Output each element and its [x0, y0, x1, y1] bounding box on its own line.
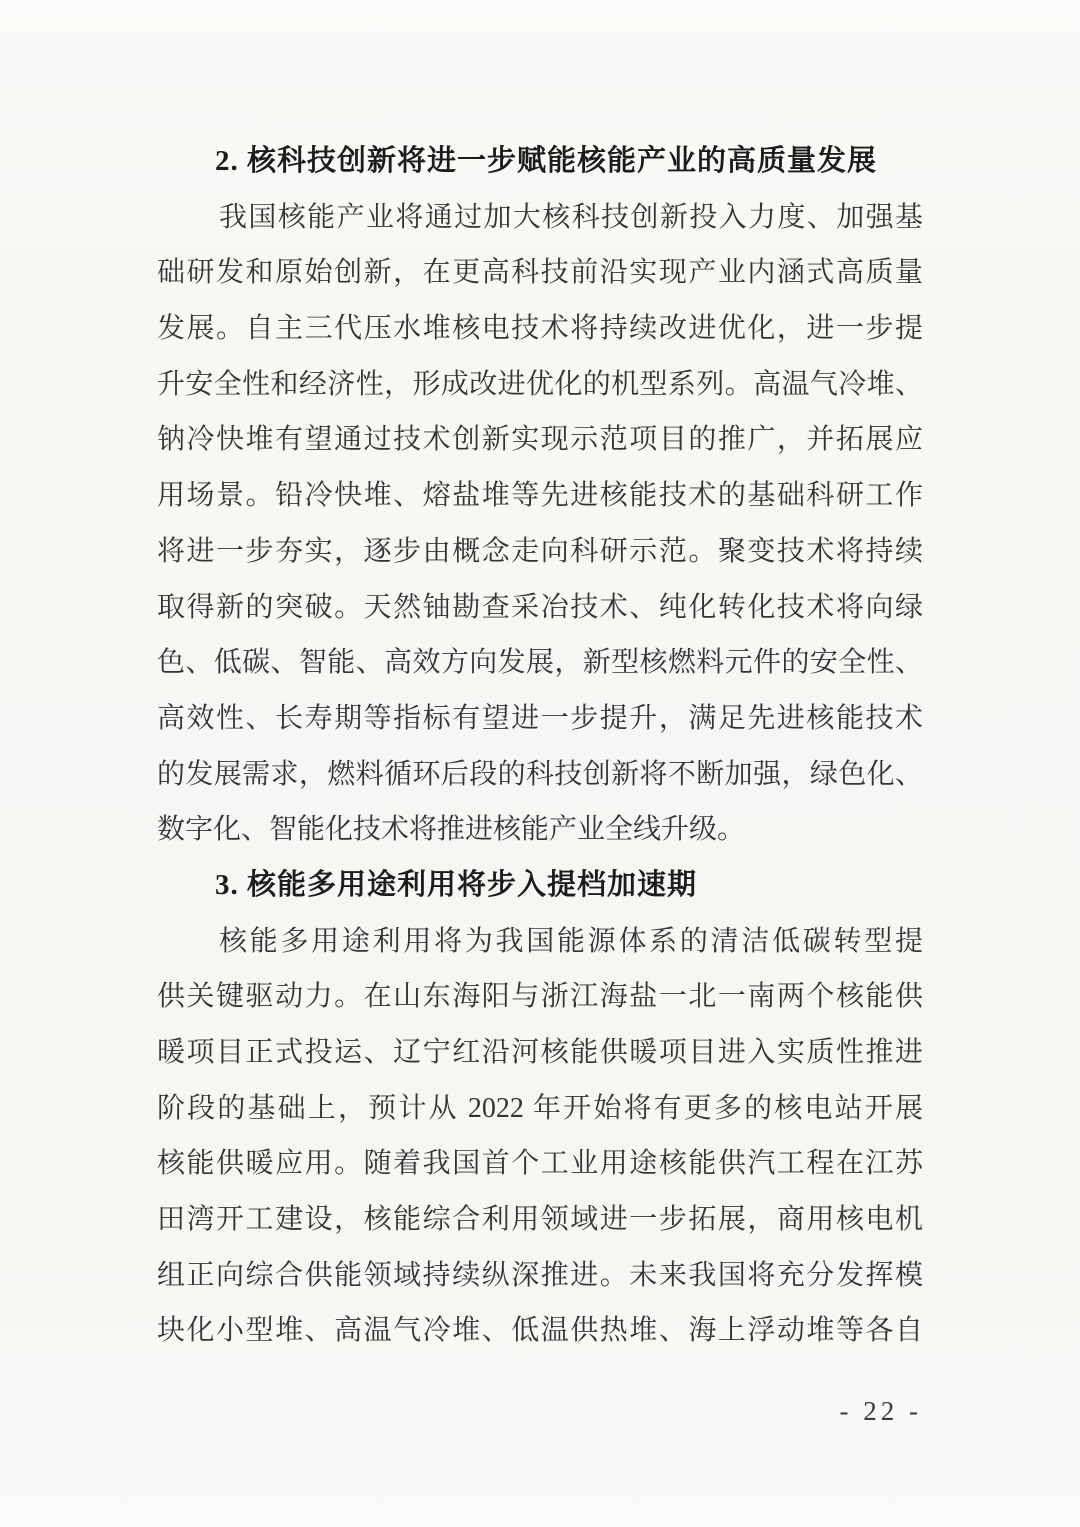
document-content [157, 134, 923, 1359]
paragraph-line: 础研发和原始创新，在更高科技前沿实现产业内涵式高质量 [157, 257, 923, 289]
paragraph-line: 供关键驱动力。在山东海阳与浙江海盐一北一南两个核能供 [157, 981, 923, 1013]
paragraph-line: 发展。自主三代压水堆核电技术将持续改进优化，进一步提 [157, 313, 923, 345]
page-number: - 22 - [839, 1396, 922, 1426]
paragraph-line: 田湾开工建设，核能综合利用领域进一步拓展，商用核电机 [157, 1204, 923, 1236]
paragraph-line: 暖项目正式投运、辽宁红沿河核能供暖项目进入实质性推进 [157, 1037, 923, 1068]
paragraph-line: 组正向综合供能领域持续纵深推进。未来我国将充分发挥模 [157, 1259, 923, 1291]
paragraph-line: 块化小型堆、高温气冷堆、低温供热堆、海上浮动堆等各自 [157, 1315, 923, 1347]
paragraph-line: 我国核能产业将通过加大核科技创新投入力度、加强基 [219, 201, 923, 233]
paragraph-line: 的发展需求，燃料循环后段的科技创新将不断加强，绿色化、 [157, 758, 923, 790]
paragraph-line: 用场景。铅冷快堆、熔盐堆等先进核能技术的基础科研工作 [157, 480, 923, 512]
paragraph-line: 核能多用途利用将为我国能源体系的清洁低碳转型提 [219, 925, 923, 957]
paragraph-line: 钠冷快堆有望通过技术创新实现示范项目的推广，并拓展应 [157, 424, 923, 456]
section-heading: 2. 核科技创新将进一步赋能核能产业的高质量发展 [215, 145, 878, 177]
paragraph-line: 取得新的突破。天然铀勘查采冶技术、纯化转化技术将向绿 [157, 591, 923, 623]
section-heading: 3. 核能多用途利用将步入提档加速期 [215, 868, 698, 901]
paragraph-line: 色、低碳、智能、高效方向发展，新型核燃料元件的安全性、 [157, 647, 923, 679]
paragraph-line: 将进一步夯实，逐步由概念走向科研示范。聚变技术将持续 [157, 535, 923, 567]
paragraph-line: 升安全性和经济性，形成改进优化的机型系列。高温气冷堆、 [157, 368, 923, 400]
paragraph-line: 数字化、智能化技术将推进核能产业全线升级。 [157, 814, 746, 846]
paragraph-line: 阶段的基础上，预计从 2022 年开始将有更多的核电站开展 [157, 1092, 923, 1124]
paragraph-line: 核能供暖应用。随着我国首个工业用途核能供汽工程在江苏 [157, 1148, 923, 1180]
paragraph-line: 高效性、长寿期等指标有望进一步提升，满足先进核能技术 [157, 702, 923, 734]
